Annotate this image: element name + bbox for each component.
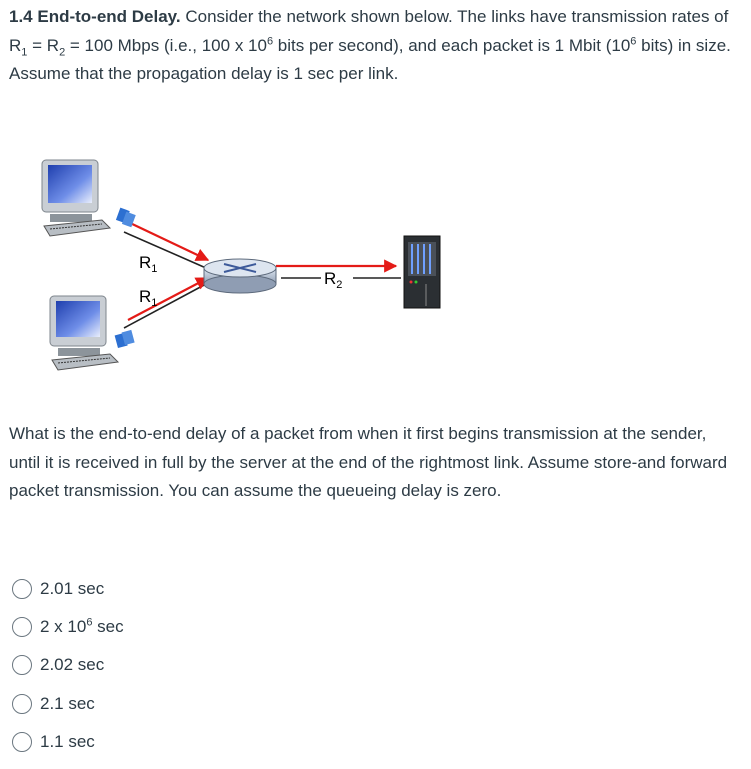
packet-bottom-icon bbox=[115, 330, 135, 348]
host-computer-top-icon bbox=[42, 160, 110, 236]
router-icon bbox=[204, 259, 276, 293]
intro-sup-2: 6 bbox=[630, 34, 637, 47]
option-label: 2.01 sec bbox=[40, 579, 105, 598]
intro-sub-2: 2 bbox=[59, 45, 66, 58]
host-computer-bottom-icon bbox=[50, 296, 118, 370]
option-label: 2 x $10^6$ sec bbox=[40, 616, 124, 636]
radio-button[interactable] bbox=[12, 579, 32, 599]
radio-button[interactable] bbox=[12, 694, 32, 714]
problem-intro bbox=[9, 3, 739, 89]
intro-text-2: = R bbox=[27, 35, 60, 55]
answer-option[interactable] bbox=[12, 575, 104, 603]
intro-sup-1: 6 bbox=[266, 34, 274, 47]
intro-text-5: bits) in size. Assume that the propagation delay is 1 sec per link. bbox=[9, 35, 731, 83]
answer-option[interactable] bbox=[12, 690, 95, 718]
server-icon bbox=[404, 236, 440, 308]
intro-text-3: = 100 Mbps (i.e., 100 x 10 bbox=[65, 35, 267, 55]
problem-title: 1.4 End-to-end Delay. bbox=[9, 7, 181, 26]
answer-option[interactable] bbox=[12, 651, 104, 679]
link-label-right: $R_2$ bbox=[324, 269, 343, 291]
link-label-top: $R_1$ bbox=[139, 253, 158, 275]
radio-button[interactable] bbox=[12, 655, 32, 675]
intro-text-4: bits per second), and each packet is 1 Mbit (10 bbox=[273, 35, 631, 55]
network-diagram bbox=[36, 150, 456, 395]
radio-button[interactable] bbox=[12, 732, 32, 752]
intro-text-1: Consider the network shown below. The links have transmission rates of R bbox=[9, 7, 729, 55]
intro-sub-1: 1 bbox=[21, 45, 28, 58]
option-label: 2.1 sec bbox=[40, 694, 95, 713]
option-label: 1.1 sec bbox=[40, 732, 95, 751]
answer-option[interactable] bbox=[12, 728, 95, 756]
radio-button[interactable] bbox=[12, 617, 32, 637]
question-text: What is the end-to-end delay of a packet from when it first begins transmission at the sender, until it is received in full by the server at the end of the rightmost link. Assume store-and forward packet transmission. You can assume the queueing delay is zero. bbox=[9, 424, 728, 500]
option-label: 2.02 sec bbox=[40, 655, 105, 674]
answer-option[interactable] bbox=[12, 613, 124, 641]
link-label-bottom: $R_1$ bbox=[139, 287, 158, 309]
